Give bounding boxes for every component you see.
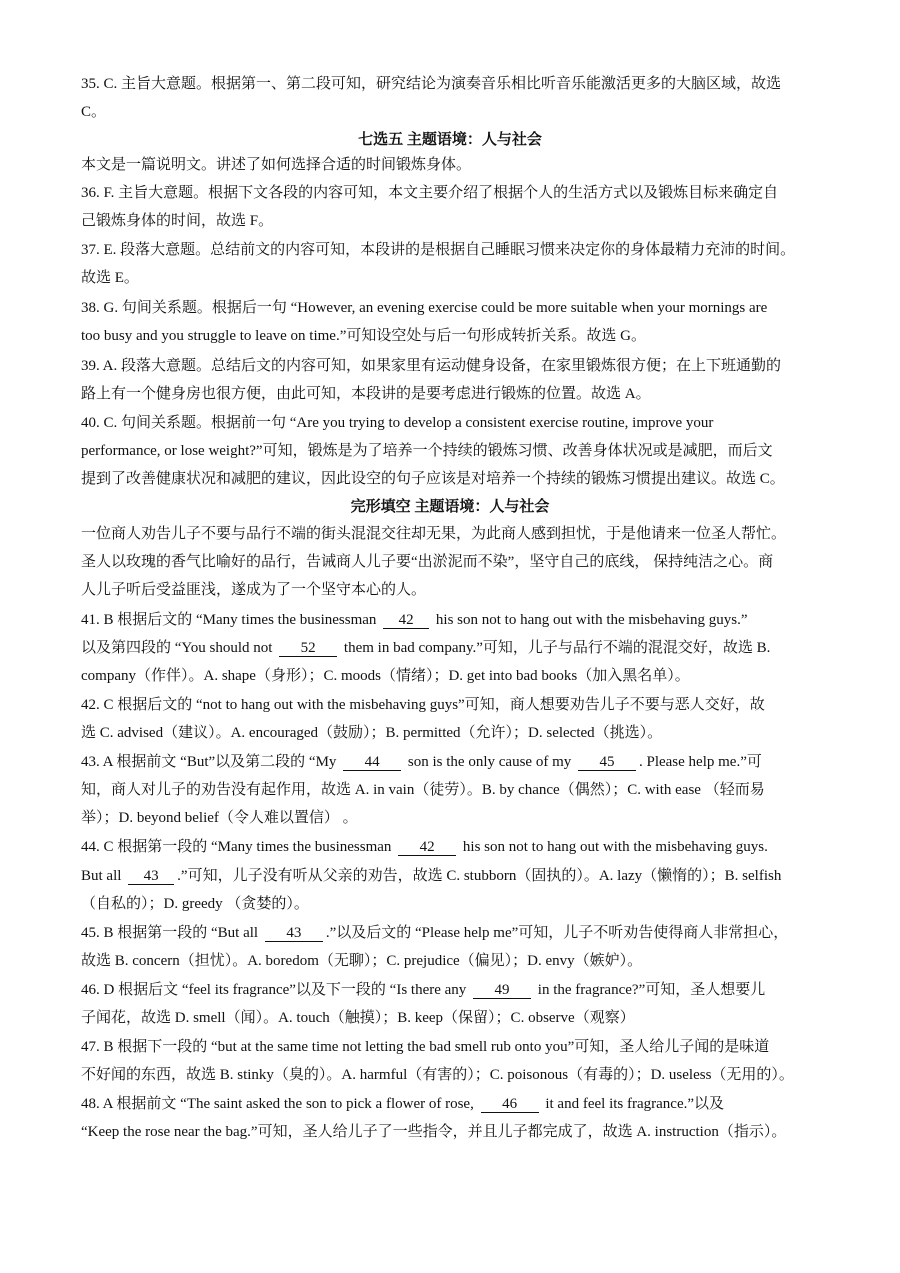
answer-line: 36. F. 主旨大意题。根据下文各段的内容可知，本文主要介绍了根据个人的生活方式以及锻炼目标来确定自	[81, 185, 779, 201]
blank-number: 45	[578, 754, 636, 771]
answer-line: 不好闻的东西，故选 B. stinky（臭的）。A. harmful（有害的）；C. poisonous（有毒的）；D. useless（无用的）。	[81, 1067, 794, 1083]
answer-line: 子闻花，故选 D. smell（闻）。A. touch（触摸）；B. keep（保留）；C. observe（观察）	[81, 1010, 635, 1026]
section-intro: 圣人以玫瑰的香气比喻好的品行，告诫商人儿子要“出淤泥而不染”，坚守自己的底线， 保持纯洁之心。商	[81, 554, 774, 570]
answer-line: 提到了改善健康状况和减肥的建议，因此设空的句子应该是对培养一个持续的锻炼习惯提出建议。故选 C。	[81, 471, 785, 487]
answer-line: 38. G. 句间关系题。根据后一句 “However, an evening exercise could be more suitable when your mornings are	[81, 300, 768, 316]
blank-number: 43	[128, 868, 174, 885]
text-run: son is the only cause of my	[407, 754, 572, 770]
answer-line	[81, 866, 821, 886]
answer-line	[81, 610, 821, 630]
section-heading: 完形填空 主题语境：人与社会	[350, 499, 550, 515]
section-intro: 人儿子听后受益匪浅，遂成为了一个坚守本心的人。	[81, 582, 427, 598]
blank-number: 42	[383, 612, 429, 629]
text-run: in the fragrance?”可知，圣人想要儿	[537, 982, 766, 998]
answer-line: 己锻炼身体的时间，故选 F。	[81, 213, 274, 229]
text-run: .”以及后文的 “Please help me”可知，儿子不听劝告使得商人非常担心，	[325, 925, 789, 941]
section-intro: 本文是一篇说明文。讲述了如何选择合适的时间锻炼身体。	[81, 157, 472, 173]
answer-line: 知，商人对儿子的劝告没有起作用，故选 A. in vain（徒劳）。B. by chance（偶然）；C. with ease （轻而易	[81, 782, 765, 798]
text-line: C。	[81, 104, 107, 120]
answer-line: 举）；D. beyond belief（令人难以置信） 。	[81, 810, 358, 826]
text-run: his son not to hang out with the misbehaving guys.”	[435, 612, 748, 628]
text-run: 以及第四段的 “You should not	[81, 640, 273, 656]
blank-number: 44	[343, 754, 401, 771]
text-run: 46. D 根据后文 “feel its fragrance”以及下一段的 “Is there any	[81, 982, 467, 998]
answer-line: 39. A. 段落大意题。总结后文的内容可知，如果家里有运动健身设备，在家里锻炼很方便；在上下班通勤的	[81, 358, 782, 374]
answer-line: too busy and you struggle to leave on time.”可知设空处与后一句形成转折关系。故选 G。	[81, 328, 646, 344]
section-intro: 一位商人劝告儿子不要与品行不端的街头混混交往却无果，为此商人感到担忧，于是他请来一位圣人帮忙。	[81, 526, 787, 542]
answer-line: 选 C. advised（建议）。A. encouraged（鼓励）；B. permitted（允许）；D. selected（挑选）。	[81, 725, 663, 741]
answer-line	[81, 980, 821, 1000]
answer-line: 42. C 根据后文的 “not to hang out with the misbehaving guys”可知，商人想要劝告儿子不要与恶人交好，故	[81, 697, 765, 713]
answer-line	[81, 837, 821, 857]
answer-line	[81, 638, 821, 658]
text-run: 44. C 根据第一段的 “Many times the businessman	[81, 839, 392, 855]
answer-line: company（作伴）。A. shape（身形）；C. moods（情绪）；D. get into bad books（加入黑名单）。	[81, 668, 690, 684]
answer-line: 故选 B. concern（担忧）。A. boredom（无聊）；C. prejudice（偏见）；D. envy（嫉妒）。	[81, 953, 643, 969]
blank-number: 42	[398, 839, 456, 856]
answer-line: performance, or lose weight?”可知，锻炼是为了培养一个持续的锻炼习惯、改善身体状况或是减肥，而后文	[81, 443, 773, 459]
text-run: his son not to hang out with the misbehaving guys.	[462, 839, 768, 855]
text-run: .”可知，儿子没有听从父亲的劝告，故选 C. stubborn（固执的）。A. lazy（懒惰的）；B. selfish	[177, 868, 782, 884]
section-heading: 七选五 主题语境：人与社会	[358, 132, 542, 148]
text-line: 35. C. 主旨大意题。根据第一、第二段可知，研究结论为演奏音乐相比听音乐能激活更多的大脑区域，故选	[81, 76, 782, 92]
text-run: them in bad company.”可知，儿子与品行不端的混混交好，故选 B.	[343, 640, 771, 656]
text-run: 43. A 根据前文 “But”以及第二段的 “My	[81, 754, 337, 770]
answer-line: （自私的）；D. greedy （贪婪的）。	[81, 896, 309, 912]
answer-line: 47. B 根据下一段的 “but at the same time not letting the bad smell rub onto you”可知，圣人给儿子闻的是味道	[81, 1039, 770, 1055]
blank-number: 46	[481, 1096, 539, 1113]
text-run: it and feel its fragrance.”以及	[545, 1096, 725, 1112]
answer-line: 路上有一个健身房也很方便，由此可知，本段讲的是要考虑进行锻炼的位置。故选 A。	[81, 386, 651, 402]
text-run: But all	[81, 868, 122, 884]
blank-number: 43	[265, 925, 323, 942]
text-run: . Please help me.”可	[638, 754, 762, 770]
text-run: 45. B 根据第一段的 “But all	[81, 925, 259, 941]
answer-line	[81, 1094, 821, 1114]
answer-line	[81, 752, 821, 772]
answer-line	[81, 923, 821, 943]
answer-line: 故选 E。	[81, 270, 139, 286]
text-run: 48. A 根据前文 “The saint asked the son to pick a flower of rose,	[81, 1096, 474, 1112]
answer-line: 37. E. 段落大意题。总结前文的内容可知，本段讲的是根据自己睡眠习惯来决定你的身体最精力充沛的时间。	[81, 242, 796, 258]
text-run: 41. B 根据后文的 “Many times the businessman	[81, 612, 377, 628]
blank-number: 52	[279, 640, 337, 657]
answer-line: “Keep the rose near the bag.”可知，圣人给儿子了一些指令，并且儿子都完成了，故选 A. instruction（指示）。	[81, 1124, 787, 1140]
blank-number: 49	[473, 982, 531, 999]
answer-line: 40. C. 句间关系题。根据前一句 “Are you trying to develop a consistent exercise routine, improve your	[81, 415, 714, 431]
